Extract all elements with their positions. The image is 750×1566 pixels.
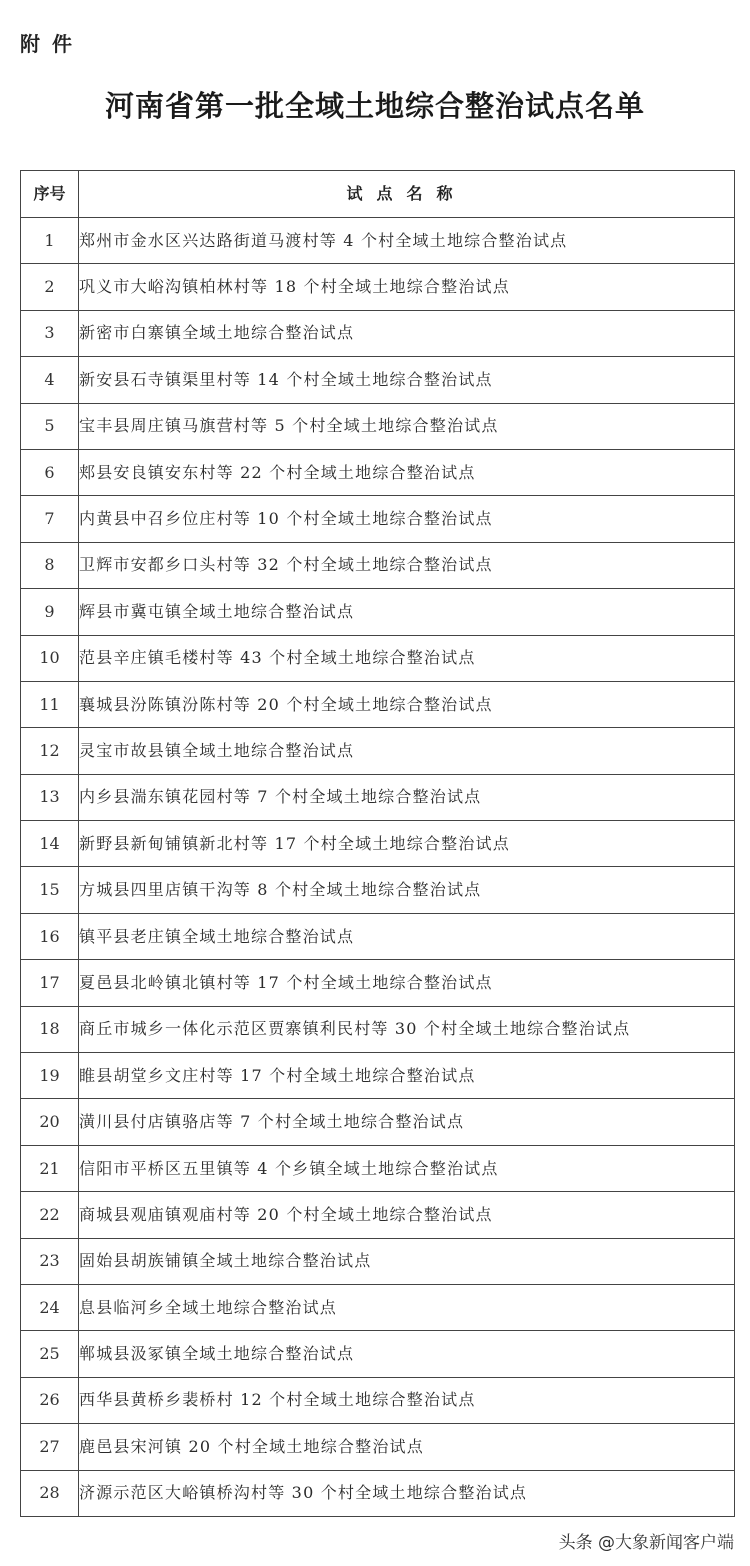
table-row: [21, 264, 735, 310]
pilot-name: 襄城县汾陈镇汾陈村等 20 个村全域土地综合整治试点: [79, 681, 735, 727]
row-number: 1: [21, 218, 79, 264]
pilot-name: 固始县胡族铺镇全域土地综合整治试点: [79, 1238, 735, 1284]
row-number: 14: [21, 821, 79, 867]
table-row: [21, 310, 735, 356]
pilot-name: 辉县市冀屯镇全域土地综合整治试点: [79, 589, 735, 635]
row-number: 10: [21, 635, 79, 681]
row-number: 20: [21, 1099, 79, 1145]
pilot-name: 巩义市大峪沟镇柏林村等 18 个村全域土地综合整治试点: [79, 264, 735, 310]
pilot-name: 信阳市平桥区五里镇等 4 个乡镇全域土地综合整治试点: [79, 1145, 735, 1191]
column-header-name: 试点名称: [79, 171, 735, 218]
pilot-list-table: [20, 170, 735, 1517]
table-header-row: [21, 171, 735, 218]
table-body: [21, 218, 735, 1517]
pilot-name: 商丘市城乡一体化示范区贾寨镇利民村等 30 个村全域土地综合整治试点: [79, 1006, 735, 1052]
table-row: [21, 1284, 735, 1330]
row-number: 12: [21, 728, 79, 774]
table-row: [21, 635, 735, 681]
table-row: [21, 681, 735, 727]
row-number: 25: [21, 1331, 79, 1377]
table-row: [21, 1377, 735, 1423]
document-title: 河南省第一批全域土地综合整治试点名单: [104, 89, 645, 123]
row-number: 22: [21, 1192, 79, 1238]
pilot-name: 西华县黄桥乡裴桥村 12 个村全域土地综合整治试点: [79, 1377, 735, 1423]
table-row: [21, 403, 735, 449]
row-number: 26: [21, 1377, 79, 1423]
table-row: [21, 449, 735, 495]
table-row: [21, 728, 735, 774]
row-number: 6: [21, 449, 79, 495]
pilot-name: 潢川县付店镇骆店等 7 个村全域土地综合整治试点: [79, 1099, 735, 1145]
table-row: [21, 1238, 735, 1284]
table-row: [21, 1006, 735, 1052]
row-number: 19: [21, 1053, 79, 1099]
pilot-name: 新野县新甸铺镇新北村等 17 个村全域土地综合整治试点: [79, 821, 735, 867]
table-row: [21, 1099, 735, 1145]
table-row: [21, 913, 735, 959]
row-number: 21: [21, 1145, 79, 1191]
table-row: [21, 542, 735, 588]
pilot-name: 郑州市金水区兴达路街道马渡村等 4 个村全域土地综合整治试点: [79, 218, 735, 264]
row-number: 23: [21, 1238, 79, 1284]
pilot-name: 宝丰县周庄镇马旗营村等 5 个村全域土地综合整治试点: [79, 403, 735, 449]
row-number: 11: [21, 681, 79, 727]
attachment-label: 附件: [20, 32, 84, 56]
pilot-name: 方城县四里店镇干沟等 8 个村全域土地综合整治试点: [79, 867, 735, 913]
pilot-name: 商城县观庙镇观庙村等 20 个村全域土地综合整治试点: [79, 1192, 735, 1238]
pilot-name: 卫辉市安都乡口头村等 32 个村全域土地综合整治试点: [79, 542, 735, 588]
table-row: [21, 774, 735, 820]
pilot-name: 内乡县湍东镇花园村等 7 个村全域土地综合整治试点: [79, 774, 735, 820]
table-row: [21, 1145, 735, 1191]
table-row: [21, 218, 735, 264]
table-row: [21, 1053, 735, 1099]
column-header-number: 序号: [21, 171, 79, 218]
row-number: 27: [21, 1424, 79, 1470]
pilot-name: 灵宝市故县镇全域土地综合整治试点: [79, 728, 735, 774]
row-number: 28: [21, 1470, 79, 1516]
pilot-name: 新安县石寺镇渠里村等 14 个村全域土地综合整治试点: [79, 357, 735, 403]
table-row: [21, 960, 735, 1006]
row-number: 13: [21, 774, 79, 820]
pilot-name: 济源示范区大峪镇桥沟村等 30 个村全域土地综合整治试点: [79, 1470, 735, 1516]
row-number: 4: [21, 357, 79, 403]
table-row: [21, 589, 735, 635]
pilot-name: 息县临河乡全域土地综合整治试点: [79, 1284, 735, 1330]
table-row: [21, 357, 735, 403]
table-row: [21, 867, 735, 913]
row-number: 7: [21, 496, 79, 542]
pilot-name: 新密市白寨镇全域土地综合整治试点: [79, 310, 735, 356]
table-row: [21, 1192, 735, 1238]
row-number: 3: [21, 310, 79, 356]
table-row: [21, 1424, 735, 1470]
row-number: 5: [21, 403, 79, 449]
row-number: 2: [21, 264, 79, 310]
row-number: 8: [21, 542, 79, 588]
row-number: 17: [21, 960, 79, 1006]
table-row: [21, 1470, 735, 1516]
row-number: 18: [21, 1006, 79, 1052]
watermark-text: 头条 @大象新闻客户端: [558, 1533, 734, 1553]
table-row: [21, 1331, 735, 1377]
pilot-name: 郏县安良镇安东村等 22 个村全域土地综合整治试点: [79, 449, 735, 495]
pilot-name: 郸城县汲冢镇全域土地综合整治试点: [79, 1331, 735, 1377]
pilot-name: 镇平县老庄镇全域土地综合整治试点: [79, 913, 735, 959]
pilot-name: 睢县胡堂乡文庄村等 17 个村全域土地综合整治试点: [79, 1053, 735, 1099]
row-number: 24: [21, 1284, 79, 1330]
table-row: [21, 821, 735, 867]
pilot-name: 夏邑县北岭镇北镇村等 17 个村全域土地综合整治试点: [79, 960, 735, 1006]
table-row: [21, 496, 735, 542]
pilot-name: 内黄县中召乡位庄村等 10 个村全域土地综合整治试点: [79, 496, 735, 542]
row-number: 9: [21, 589, 79, 635]
row-number: 15: [21, 867, 79, 913]
pilot-name: 鹿邑县宋河镇 20 个村全域土地综合整治试点: [79, 1424, 735, 1470]
row-number: 16: [21, 913, 79, 959]
pilot-name: 范县辛庄镇毛楼村等 43 个村全域土地综合整治试点: [79, 635, 735, 681]
